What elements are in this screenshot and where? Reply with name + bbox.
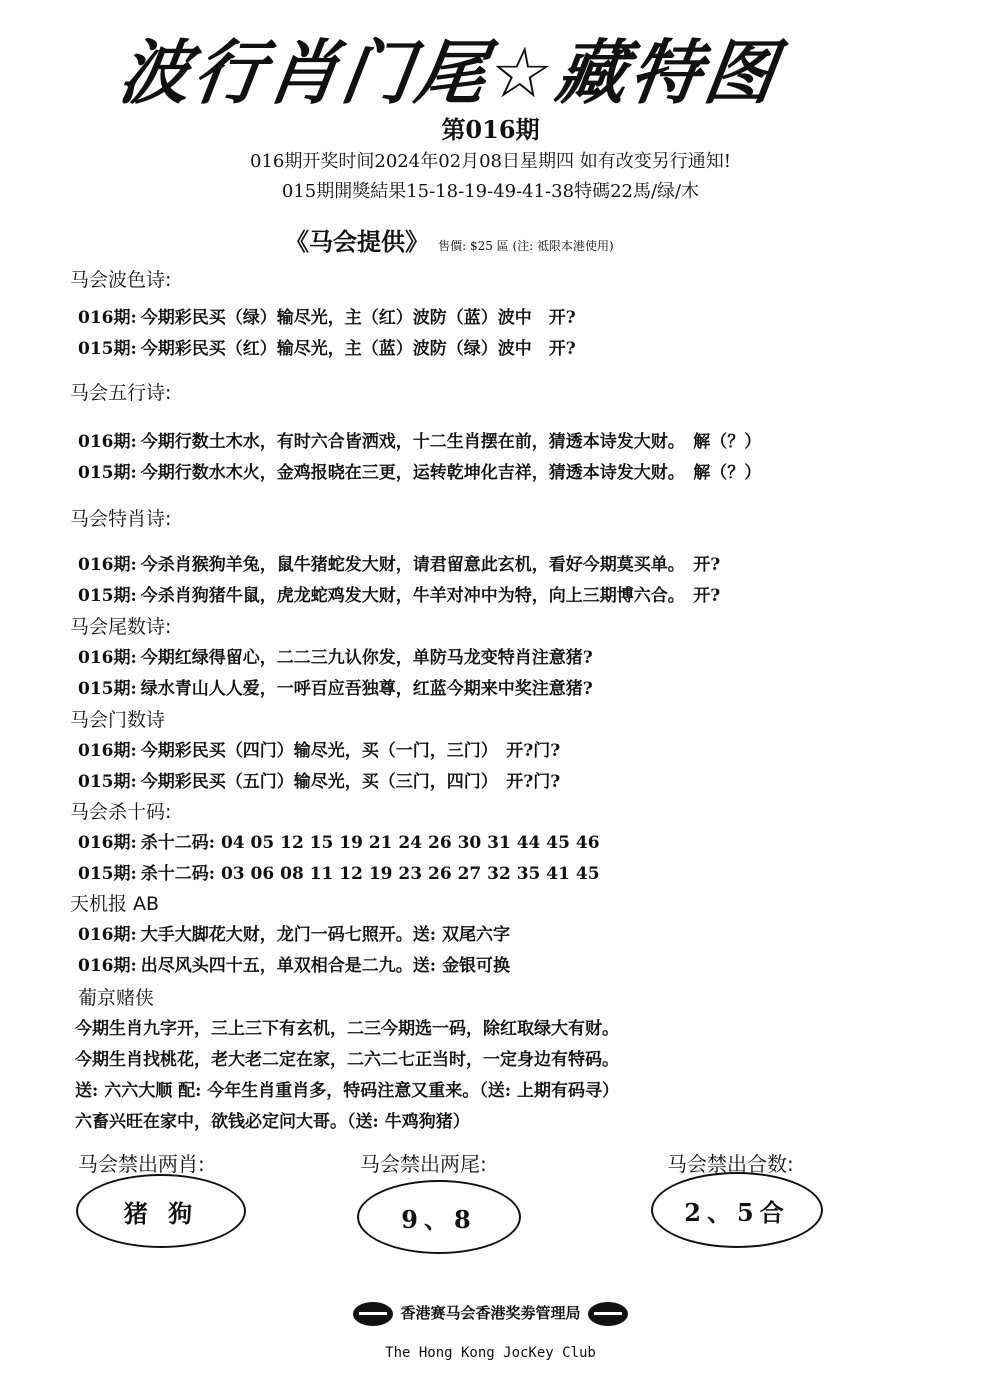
provider-name: 《马会提供》 — [285, 227, 429, 256]
row-text: 大手大脚花大财，龙门一码七照开。送: 双尾六字 — [140, 925, 510, 945]
ban-sum-oval — [651, 1172, 823, 1248]
ban-sum-label: 马会禁出合数: — [667, 1152, 794, 1176]
ban-zodiac-value: 猪 狗 — [123, 1198, 199, 1228]
row-text: 今期行数土木水，有时六合皆洒戏，十二生肖摆在前，猜透本诗发大财。 解（？） — [140, 432, 762, 452]
poem-row — [78, 550, 720, 575]
row-text: 出尽风头四十五，单双相合是二九。送: 金银可换 — [140, 956, 510, 976]
row-text: 今期彩民买（红）输尽光，主（蓝）波防（绿）波中 开? — [140, 339, 576, 359]
row-label: 015期: — [78, 586, 137, 606]
row-label: 015期: — [78, 463, 137, 483]
row-text: 今杀肖狗猪牛鼠，虎龙蛇鸡发大财，牛羊对冲中为特，向上三期博六合。 开? — [140, 586, 721, 606]
row-label: 016期: — [78, 432, 137, 452]
kill-number-row — [78, 828, 600, 853]
poem-row — [78, 458, 761, 483]
poem-row — [78, 643, 593, 668]
section-heading: 马会五行诗: — [70, 382, 172, 404]
poem-row — [78, 767, 560, 792]
draw-time-line: 016期开奖时间2024年02月08日星期四 如有改变另行通知! — [250, 151, 731, 172]
jockey-club-logo-icon — [353, 1302, 393, 1326]
row-label: 016期: — [78, 833, 137, 853]
issue-number: 第016期 — [441, 115, 540, 144]
poem-row — [78, 427, 761, 452]
row-label: 015期: — [78, 679, 137, 699]
row-label: 016期: — [78, 741, 137, 761]
puzzle-line: 今期生肖找桃花，老大老二定在家，二六二七正当时，一定身边有特码。 — [75, 1050, 619, 1070]
poem-row — [78, 334, 576, 359]
row-text: 杀十二码: 03 06 08 11 12 19 23 26 27 32 35 41 45 — [140, 864, 600, 884]
puzzle-line: 送: 六六大顺 配: 今年生肖重肖多，特码注意又重来。（送: 上期有码寻） — [75, 1081, 619, 1101]
row-text: 杀十二码: 04 05 12 15 19 21 24 26 30 31 44 45 46 — [140, 833, 600, 853]
ban-sum-value: 2、5合 — [684, 1197, 790, 1227]
poem-row — [78, 920, 510, 945]
ban-zodiac-label: 马会禁出两肖: — [78, 1152, 205, 1176]
section-heading: 马会尾数诗: — [70, 616, 172, 638]
price-note: 售價: $25 區 (注: 祗限本港使用) — [438, 239, 614, 253]
ban-zodiac-oval — [76, 1174, 246, 1248]
poem-row — [78, 951, 510, 976]
section-heading: 马会波色诗: — [70, 269, 172, 291]
puzzle-line: 六畜兴旺在家中，欲钱必定问大哥。（送: 牛鸡狗猪） — [75, 1112, 470, 1132]
jockey-club-logo-icon — [588, 1302, 628, 1326]
row-text: 今期红绿得留心，二二三九认你发，单防马龙变特肖注意猪? — [140, 648, 593, 668]
puzzle-line: 今期生肖九字开，三上三下有玄机，二三今期选一码，除红取绿大有财。 — [75, 1019, 619, 1039]
row-label: 016期: — [78, 555, 137, 575]
ban-tail-oval — [357, 1180, 521, 1254]
organization-name: 香港赛马会香港奖劵管理局 — [400, 1304, 581, 1322]
organization-line — [0, 1302, 981, 1326]
row-label: 016期: — [78, 925, 137, 945]
club-name: The Hong Kong JocKey Club — [385, 1345, 596, 1361]
poem-row — [78, 581, 720, 606]
row-text: 今期彩民买（四门）输尽光，买（一门，三门） 开?门? — [140, 741, 561, 761]
ban-tail-label: 马会禁出两尾: — [360, 1152, 487, 1176]
row-label: 016期: — [78, 648, 137, 668]
previous-result-line: 015期開獎結果15-18-19-49-41-38特碼22馬/绿/木 — [281, 181, 700, 202]
puzzle-heading: 葡京赌侠 — [78, 987, 155, 1009]
ban-tail-value: 9、8 — [401, 1204, 477, 1234]
row-text: 今期彩民买（绿）输尽光，主（红）波防（蓝）波中 开? — [140, 308, 576, 328]
row-text: 绿水青山人人爱，一呼百应吾独尊，红蓝今期来中奖注意猪? — [140, 679, 593, 699]
row-label: 016期: — [78, 308, 137, 328]
row-label: 016期: — [78, 956, 137, 976]
row-text: 今期行数水木火，金鸡报晓在三更，运转乾坤化吉祥，猜透本诗发大财。 解（？） — [140, 463, 762, 483]
poem-row — [78, 303, 576, 328]
section-heading: 天机报 AB — [70, 893, 160, 915]
row-text: 今期彩民买（五门）输尽光，买（三门，四门） 开?门? — [140, 772, 561, 792]
page-title: 波行肖门尾☆藏特图 — [114, 32, 785, 114]
section-heading: 马会特肖诗: — [70, 508, 172, 530]
row-label: 015期: — [78, 864, 137, 884]
poem-row — [78, 736, 560, 761]
kill-number-row — [78, 859, 600, 884]
row-label: 015期: — [78, 772, 137, 792]
row-text: 今杀肖猴狗羊兔，鼠牛猪蛇发大财，请君留意此玄机，看好今期莫买单。 开? — [140, 555, 721, 575]
provider-line — [285, 222, 614, 257]
section-heading: 马会杀十码: — [70, 801, 172, 823]
section-heading: 马会门数诗 — [70, 709, 166, 731]
poem-row — [78, 674, 593, 699]
row-label: 015期: — [78, 339, 137, 359]
